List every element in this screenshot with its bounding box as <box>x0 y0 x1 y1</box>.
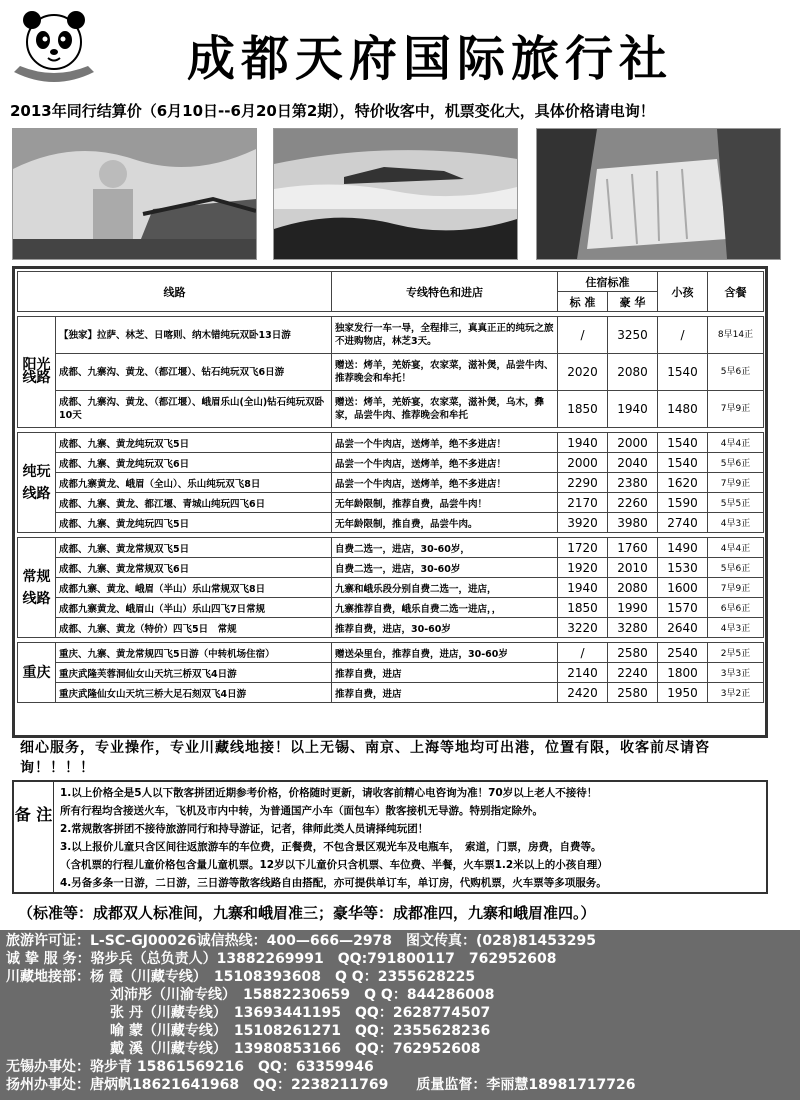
features-cell: 独家发行一车一导，全程排三，真真正正的纯玩之旅不进购物店，林芝3天。 <box>332 317 558 354</box>
notes-text <box>60 784 764 892</box>
route-cell: 成都、九寨沟、黄龙、（都江堰）、峨眉乐山(全山)钻石纯玩双卧10天 <box>56 391 332 428</box>
standard-price: 1920 <box>558 558 608 578</box>
features-cell: 品尝一个牛肉店，送烤羊，绝不多进店！ <box>332 433 558 453</box>
group-label: 重庆 <box>18 643 56 703</box>
features-cell: 推荐自费，进店 <box>332 663 558 683</box>
note-line: 1.以上价格全是5人以下散客拼团近期参考价格，价格随时更新，请收客前精心电咨询为准！70岁以上老人不接待！ <box>60 787 598 799</box>
deluxe-price: 3980 <box>608 513 658 533</box>
child-price: / <box>658 317 708 354</box>
features-cell: 九寨推荐自费，峨乐自费二选一进店，， <box>332 598 558 618</box>
child-price: 1540 <box>658 354 708 391</box>
header-route: 线路 <box>18 272 332 312</box>
hotel-standards-note: （标准等：成都双人标准间，九寨和峨眉准三；豪华等：成都准四，九寨和峨眉准四。） <box>18 904 596 922</box>
note-line: 3.以上报价儿童只含区间往返旅游车的车位费，正餐费，不包含景区观光车及电瓶车， 索道，门票，房费，自费等。 <box>60 841 602 853</box>
meals-cell: 7早9正 <box>708 473 764 493</box>
standard-price: 1940 <box>558 578 608 598</box>
table-row <box>18 643 764 663</box>
route-cell: 成都九寨、黄龙、峨眉（半山）乐山常规双飞8日 <box>56 578 332 598</box>
standard-price: 1850 <box>558 598 608 618</box>
group-label: 常规线路 <box>18 538 56 638</box>
meals-cell: 7早9正 <box>708 391 764 428</box>
route-cell: 重庆武隆仙女山天坑三桥大足石刻双飞4日游 <box>56 683 332 703</box>
features-cell: 推荐自费，进店 <box>332 683 558 703</box>
child-price: 2540 <box>658 643 708 663</box>
child-price: 2640 <box>658 618 708 638</box>
route-cell: 成都、九寨、黄龙（特价）四飞5日 常规 <box>56 618 332 638</box>
deluxe-price: 2580 <box>608 643 658 663</box>
deluxe-price: 2080 <box>608 578 658 598</box>
header-standard: 标 准 <box>558 292 608 312</box>
meals-cell: 4早4正 <box>708 433 764 453</box>
meals-cell: 6早6正 <box>708 598 764 618</box>
child-price: 2740 <box>658 513 708 533</box>
deluxe-price: 1990 <box>608 598 658 618</box>
notes-label: 备 注 <box>14 782 54 892</box>
price-table <box>12 266 768 738</box>
route-cell: 重庆、九寨、黄龙常规四飞5日游（中转机场住宿） <box>56 643 332 663</box>
route-cell: 重庆武隆芙蓉洞仙女山天坑三桥双飞4日游 <box>56 663 332 683</box>
price-period-subtitle: 2013年同行结算价（6月10日--6月20日第2期），特价收客中，机票变化大，具体价格请电询！ <box>10 102 655 120</box>
notes-box <box>12 780 768 894</box>
child-price: 1540 <box>658 433 708 453</box>
features-cell: 自费二选一，进店，30-60岁 <box>332 558 558 578</box>
deluxe-price: 2080 <box>608 354 658 391</box>
meals-cell: 3早2正 <box>708 683 764 703</box>
standard-price: / <box>558 317 608 354</box>
deluxe-price: 2240 <box>608 663 658 683</box>
table-row <box>18 538 764 558</box>
note-line: 所有行程均含接送火车，飞机及市内中转，为普通国产小车（面包车）散客接机无导游。特别指定除外。 <box>60 805 543 817</box>
standard-price: 2000 <box>558 453 608 473</box>
meals-cell: 5早5正 <box>708 493 764 513</box>
table-row <box>18 453 764 473</box>
child-price: 1600 <box>658 578 708 598</box>
agent-line: 张 丹（川藏专线） 13693441195 QQ：2628774507 <box>110 1005 491 1021</box>
table-row <box>18 663 764 683</box>
standard-price: 2140 <box>558 663 608 683</box>
header-lodging: 住宿标准 <box>558 272 658 292</box>
meals-cell: 4早3正 <box>708 513 764 533</box>
photo-buddha-temple <box>12 128 257 260</box>
standard-price: 1940 <box>558 433 608 453</box>
table-row <box>18 513 764 533</box>
agent-line: 刘沛彤（川渝专线） 15882230659 Q Q：844286008 <box>110 987 495 1003</box>
meals-cell: 2早5正 <box>708 643 764 663</box>
route-cell: 成都、九寨、黄龙纯玩四飞5日 <box>56 513 332 533</box>
note-line: 4.另备多条一日游，二日游，三日游等散客线路自由搭配，亦可提供单订车，单订房，代购机票，火车票等多项服务。 <box>60 877 607 889</box>
photo-mountain-clouds <box>273 128 518 260</box>
deluxe-price: 2580 <box>608 683 658 703</box>
table-row <box>18 473 764 493</box>
table-row <box>18 433 764 453</box>
meals-cell: 8早14正 <box>708 317 764 354</box>
deluxe-price: 2000 <box>608 433 658 453</box>
table-row <box>18 558 764 578</box>
route-cell: 成都、九寨、黄龙纯玩双飞5日 <box>56 433 332 453</box>
child-price: 1800 <box>658 663 708 683</box>
features-cell: 自费二选一，进店，30-60岁， <box>332 538 558 558</box>
features-cell: 九寨和峨乐段分别自费二选一，进店， <box>332 578 558 598</box>
deluxe-price: 3280 <box>608 618 658 638</box>
service-notice: 细心服务，专业操作，专业川藏线地接！以上无锡、南京、上海等地均可出港，位置有限，收客前尽请咨询！！！！ <box>20 740 710 776</box>
route-cell: 成都九寨黄龙、峨眉（全山）、乐山纯玩双飞8日 <box>56 473 332 493</box>
table-row <box>18 683 764 703</box>
deluxe-price: 2260 <box>608 493 658 513</box>
license-hotline-line: 旅游许可证：L-SC-GJ00026诚信热线：400—666—2978 图文传真：(028)81453295 <box>6 933 596 949</box>
route-cell: 成都、九寨、黄龙常规双飞6日 <box>56 558 332 578</box>
table-row <box>18 598 764 618</box>
header-meals: 含餐 <box>708 272 764 312</box>
standard-price: 2170 <box>558 493 608 513</box>
table-header-row <box>18 272 764 292</box>
route-cell: 【独家】拉萨、林芝、日喀则、纳木错纯玩双卧13日游 <box>56 317 332 354</box>
meals-cell: 3早3正 <box>708 663 764 683</box>
header-deluxe: 豪 华 <box>608 292 658 312</box>
agent-line: 戴 溪（川藏专线） 13980853166 QQ：762952608 <box>110 1041 481 1057</box>
deluxe-price: 1940 <box>608 391 658 428</box>
standard-price: 2420 <box>558 683 608 703</box>
note-line: 2.常规散客拼团不接待旅游同行和持导游证，记者，律师此类人员请择纯玩团！ <box>60 823 429 835</box>
child-price: 1590 <box>658 493 708 513</box>
route-cell: 成都九寨黄龙、峨眉山（半山）乐山四飞7日常规 <box>56 598 332 618</box>
standard-price: 1720 <box>558 538 608 558</box>
route-cell: 成都、九寨、黄龙、都江堰、青城山纯玩四飞6日 <box>56 493 332 513</box>
child-price: 1540 <box>658 453 708 473</box>
child-price: 1570 <box>658 598 708 618</box>
header-child: 小孩 <box>658 272 708 312</box>
route-cell: 成都、九寨、黄龙纯玩双飞6日 <box>56 453 332 473</box>
manager-line: 诚 挚 服 务：骆步兵（总负责人）13882269991 QQ:791800117 762952608 <box>6 951 557 967</box>
wuxi-office-line: 无锡办事处：骆步青 15861569216 QQ：63359946 <box>6 1059 374 1075</box>
panda-logo <box>8 8 100 88</box>
deluxe-price: 1760 <box>608 538 658 558</box>
features-cell: 品尝一个牛肉店，送烤羊，绝不多进店！ <box>332 453 558 473</box>
child-price: 1620 <box>658 473 708 493</box>
route-cell: 成都、九寨、黄龙常规双飞5日 <box>56 538 332 558</box>
meals-cell: 4早4正 <box>708 538 764 558</box>
table-row <box>18 493 764 513</box>
group-label: 纯玩线路 <box>18 433 56 533</box>
header-features: 专线特色和进店 <box>332 272 558 312</box>
yangzhou-office-line: 扬州办事处：唐炳帆18621641968 QQ：2238211769 质量监督：李丽慧18981717726 <box>6 1077 636 1093</box>
standard-price: 2020 <box>558 354 608 391</box>
features-cell: 赠送朵里台，推荐自费，进店，30-60岁 <box>332 643 558 663</box>
features-cell: 推荐自费，进店，30-60岁 <box>332 618 558 638</box>
child-price: 1490 <box>658 538 708 558</box>
child-price: 1480 <box>658 391 708 428</box>
features-cell: 赠送：烤羊，羌娇宴，农家菜，滋补煲，乌木，彝家，品尝牛肉、推荐晚会和牟托 <box>332 391 558 428</box>
standard-price: 3220 <box>558 618 608 638</box>
meals-cell: 5早6正 <box>708 558 764 578</box>
standard-price: 2290 <box>558 473 608 493</box>
standard-price: 3920 <box>558 513 608 533</box>
contact-panel <box>0 930 800 1100</box>
table-row <box>18 317 764 354</box>
route-cell: 成都、九寨沟、黄龙、（都江堰）、钻石纯玩双飞6日游 <box>56 354 332 391</box>
table-row <box>18 354 764 391</box>
photo-waterfall <box>536 128 781 260</box>
deluxe-price: 2380 <box>608 473 658 493</box>
deluxe-price: 3250 <box>608 317 658 354</box>
meals-cell: 5早6正 <box>708 354 764 391</box>
standard-price: / <box>558 643 608 663</box>
meals-cell: 5早6正 <box>708 453 764 473</box>
child-price: 1530 <box>658 558 708 578</box>
table-row <box>18 391 764 428</box>
page-title: 成都天府国际旅行社 <box>186 31 673 87</box>
meals-cell: 4早3正 <box>708 618 764 638</box>
table-row <box>18 618 764 638</box>
child-price: 1950 <box>658 683 708 703</box>
meals-cell: 7早9正 <box>708 578 764 598</box>
agent-line: 川藏地接部：杨 霞（川藏专线） 15108393608 Q Q：2355628225 <box>6 969 476 985</box>
deluxe-price: 2040 <box>608 453 658 473</box>
features-cell: 品尝一个牛肉店，送烤羊，绝不多进店！ <box>332 473 558 493</box>
standard-price: 1850 <box>558 391 608 428</box>
features-cell: 无年龄限制，推自费，品尝牛肉。 <box>332 513 558 533</box>
table-row <box>18 578 764 598</box>
features-cell: 无年龄限制，推荐自费，品尝牛肉！ <box>332 493 558 513</box>
agent-line: 喻 蒙（川藏专线） 15108261271 QQ：2355628236 <box>110 1023 491 1039</box>
group-label: 阳光线路 <box>18 317 56 428</box>
deluxe-price: 2010 <box>608 558 658 578</box>
note-line: （含机票的行程儿童价格包含量儿童机票。12岁以下儿童价只含机票、车位费、半餐，火车票1.2米以上的小孩自理） <box>60 859 608 871</box>
features-cell: 赠送：烤羊，羌娇宴，农家菜，滋补煲，品尝牛肉、推荐晚会和牟托！ <box>332 354 558 391</box>
